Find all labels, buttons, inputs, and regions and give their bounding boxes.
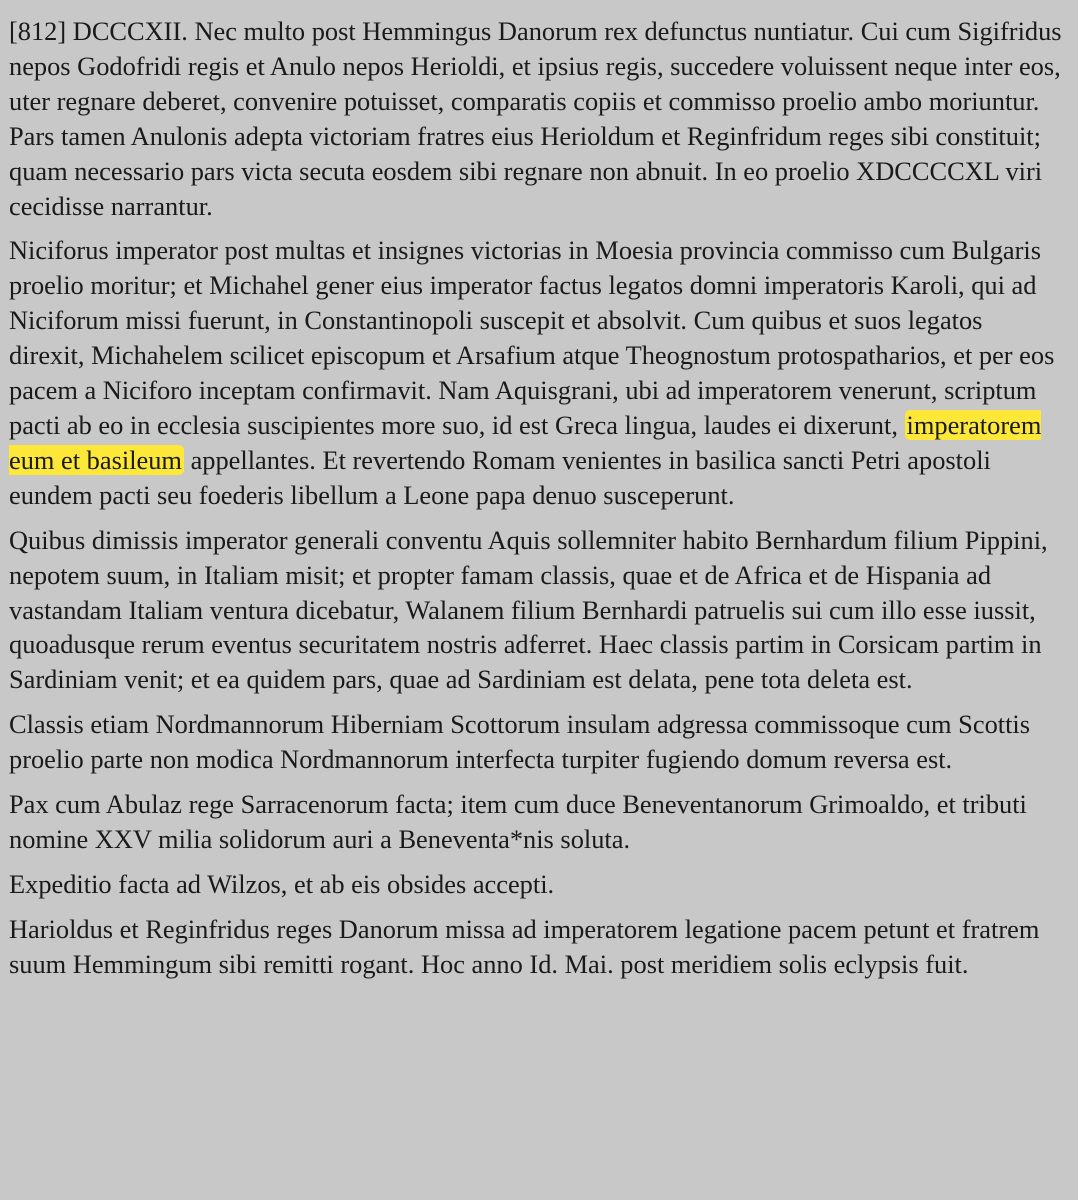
paragraph-harioldus-reginfridus: Harioldus et Reginfridus reges Danorum missa ad imperatorem legatione pacem petunt et fratrem suum Hemmingum sibi remitti rogant. Hoc anno Id. Mai. post meridiem solis eclypsis fuit. — [9, 913, 1040, 979]
paragraph-text-before-highlight: Niciforus imperator post multas et insignes victorias in Moesia provincia commisso cum Bulgaris proelio moritur; et Michahel gener eius imperator factus legatos domni imperatoris Karoli, qui ad Niciforum missi fuerunt, in Constantinopoli suscepit et absolvit. Cum quibus et suos legatos direxit, Michahelem scilicet episcopum et Arsafium atque Theognostum protospatharios, et per eos pacem a Niciforo inceptam confirmavit. Nam Aquisgrani, ubi ad imperatorem venerunt, scriptum pacti ab eo in ecclesia suscipientes more suo, id est Greca lingua, laudes ei dixerunt, — [9, 235, 1055, 440]
paragraph-quibus-dimissis: Quibus dimissis imperator generali conventu Aquis sollemniter habito Bernhardum filium Pippini, nepotem suum, in Italiam misit; et propter famam classis, quae et de Africa et de Hispania ad vastandam Italiam ventura dicebatur, Walanem filium Bernhardi patruelis sui cum illo esse iussit, quoadusque rerum eventus securitatem nostris adferret. Haec classis partim in Corsicam partim in Sardiniam venit; et ea quidem pars, quae ad Sardiniam est delata, pene tota deleta est. — [9, 524, 1048, 695]
paragraph-text-after-highlight: appellantes. Et revertendo Romam venientes in basilica sancti Petri apostoli eundem pacti seu foederis libellum a Leone papa denuo susceperunt. — [9, 444, 991, 510]
paragraph-classis-nordmannorum: Classis etiam Nordmannorum Hiberniam Scottorum insulam adgressa commissoque cum Scottis proelio parte non modica Nordmannorum interfecta turpiter fugiendo domum reversa est. — [9, 709, 1031, 775]
paragraph-812-hemmingus: [812] DCCCXII. Nec multo post Hemmingus Danorum rex defunctus nuntiatur. Cui cum Sigifridus nepos Godofridi regis et Anulo nepos Herioldi, et ipsius regis, succedere voluissent neque inter eos, uter regnare deberet, convenire potuisset, comparatis copiis et commisso proelio ambo moriuntur. Pars tamen Anulonis adepta victoriam fratres eius Herioldum et Reginfridum reges sibi constituit; quam necessario pars victa secuta eosdem sibi regnare non abnuit. In eo proelio XDCCCCXL viri cecidisse narrantur. — [9, 16, 1062, 221]
paragraph-expeditio-wilzos: Expeditio facta ad Wilzos, et ab eis obsides accepti. — [9, 868, 555, 899]
highlighted-phrase: imperatorem eum et basileum — [9, 409, 1042, 475]
paragraph-niciforus — [9, 233, 1062, 512]
paragraph-pax-abulaz: Pax cum Abulaz rege Sarracenorum facta; item cum duce Beneventanorum Grimoaldo, et tributi nomine XXV milia solidorum auri a Beneventa*nis soluta. — [9, 789, 1027, 854]
